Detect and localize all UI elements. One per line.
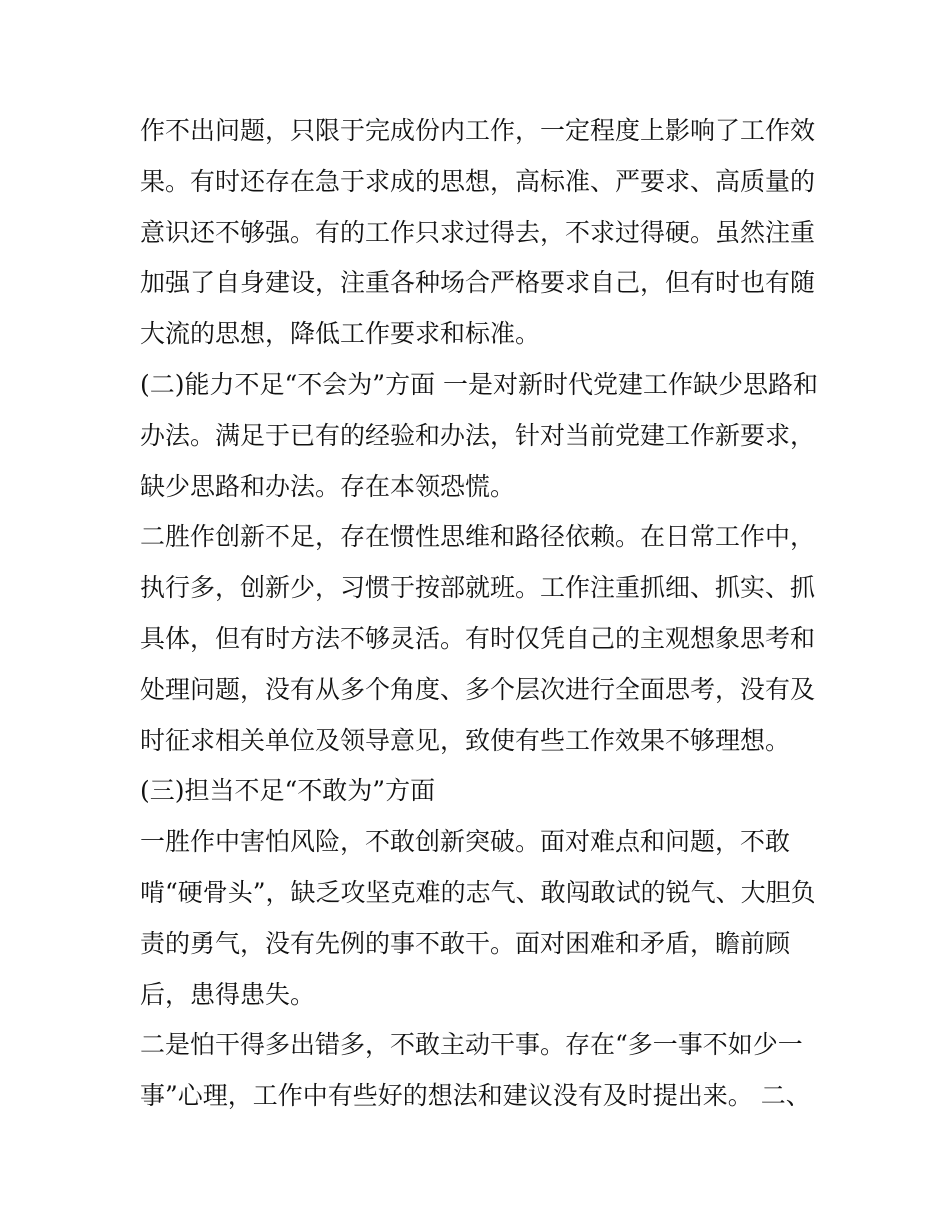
text-line: 缺少思路和办法。存在本领恐慌。: [140, 471, 516, 501]
text-line: 后，患得患失。: [140, 979, 316, 1009]
text-line: 处理问题，没有从多个角度、多个层次进行全面思考，没有及: [140, 674, 816, 704]
text-line: 二是怕干得多出错多，不敢主动干事。存在“多一事不如少一: [140, 1030, 803, 1060]
text-line: 事”心理，工作中有些好的想法和建议没有及时提出来。 二、: [140, 1081, 811, 1111]
text-line: 时征求相关单位及领导意见，致使有些工作效果不够理想。: [140, 725, 791, 755]
section-heading-line: (二)能力不足“不会为”方面 一是对新时代党建工作缺少思路和: [140, 369, 819, 399]
text-line: 加强了自身建设，注重各种场合严格要求自己，但有时也有随: [140, 268, 816, 298]
text-line: 大流的思想，降低工作要求和标准。: [140, 319, 541, 349]
text-line: 一胜作中害怕风险，不敢创新突破。面对难点和问题，不敢: [140, 827, 791, 857]
section-heading-line: (三)担当不足“不敢为”方面: [140, 776, 436, 806]
text-line: 意识还不够强。有的工作只求过得去，不求过得硬。虽然注重: [140, 217, 816, 247]
document-text: [140, 106, 820, 1122]
text-line: 执行多，创新少，习惯于按部就班。工作注重抓细、抓实、抓: [140, 573, 816, 603]
text-line: 果。有时还存在急于求成的思想，高标准、严要求、高质量的: [140, 166, 816, 196]
text-line: 啃“硬骨头”，缺乏攻坚克难的志气、敢闯敢试的锐气、大胆负: [140, 877, 816, 907]
text-line: 二胜作创新不足，存在惯性思维和路径依赖。在日常工作中，: [140, 522, 816, 552]
text-line: 责的勇气，没有先例的事不敢干。面对困难和矛盾，瞻前顾: [140, 928, 791, 958]
text-line: 办法。满足于已有的经验和办法，针对当前党建工作新要求，: [140, 420, 816, 450]
text-line: 具体，但有时方法不够灵活。有时仅凭自己的主观想象思考和: [140, 623, 816, 653]
text-line: 作不出问题，只限于完成份内工作，一定程度上影响了工作效: [140, 116, 816, 145]
